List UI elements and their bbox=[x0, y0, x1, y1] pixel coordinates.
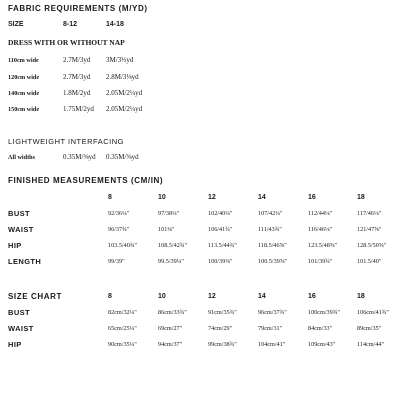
finished-value: 92/36¼" bbox=[108, 210, 130, 217]
chart-size-16: 16 bbox=[308, 293, 316, 300]
interfacing-value-b: 0.35M/⅜yd bbox=[106, 153, 139, 161]
fabric-row-value-b: 2.8M/3⅛yd bbox=[106, 73, 139, 81]
finished-size-8: 8 bbox=[108, 194, 112, 201]
size-chart-value: 109cm/43" bbox=[308, 341, 336, 348]
finished-row-label: WAIST bbox=[8, 225, 34, 234]
size-chart-value: 104cm/41" bbox=[258, 341, 286, 348]
chart-size-8: 8 bbox=[108, 293, 112, 300]
finished-value: 101⅜" bbox=[158, 226, 175, 233]
finished-value: 101.5/40" bbox=[357, 258, 382, 265]
fabric-requirements-title: FABRIC REQUIREMENTS (M/YD) bbox=[8, 4, 148, 13]
fabric-row-value-b: 2.05M/2¼yd bbox=[106, 89, 143, 97]
size-chart-value: 84cm/33" bbox=[308, 325, 333, 332]
fabric-col-14-18: 14-18 bbox=[106, 21, 124, 28]
size-chart-row-label: HIP bbox=[8, 340, 22, 349]
interfacing-value-a: 0.35M/⅜yd bbox=[63, 153, 96, 161]
fabric-row-label: 140cm wide bbox=[8, 90, 40, 97]
chart-size-18: 18 bbox=[357, 293, 365, 300]
finished-value: 116/46⅛" bbox=[308, 226, 333, 233]
finished-value: 112/44⅛" bbox=[308, 210, 333, 217]
finished-value: 100/39⅜" bbox=[208, 258, 233, 265]
size-label: SIZE bbox=[8, 21, 24, 28]
chart-size-12: 12 bbox=[208, 293, 216, 300]
size-chart-value: 90cm/35¼" bbox=[108, 341, 137, 348]
finished-value: 99/39" bbox=[108, 258, 125, 265]
finished-size-10: 10 bbox=[158, 194, 166, 201]
finished-row-label: HIP bbox=[8, 241, 22, 250]
finished-row-label: LENGTH bbox=[8, 257, 42, 266]
size-chart-title: SIZE CHART bbox=[8, 292, 62, 301]
fabric-row-value-a: 1.75M/2yd bbox=[63, 105, 94, 113]
size-chart-value: 65cm/25¼" bbox=[108, 325, 137, 332]
finished-value: 101/39¾" bbox=[308, 258, 333, 265]
finished-value: 102/40¼" bbox=[208, 210, 233, 217]
chart-size-14: 14 bbox=[258, 293, 266, 300]
size-chart-value: 89cm/35" bbox=[357, 325, 382, 332]
finished-size-16: 16 bbox=[308, 194, 316, 201]
finished-size-12: 12 bbox=[208, 194, 216, 201]
interfacing-title: LIGHTWEIGHT INTERFACING bbox=[8, 137, 124, 146]
size-chart-value: 69cm/27" bbox=[158, 325, 183, 332]
finished-value: 128.5/50⅝" bbox=[357, 242, 386, 249]
size-chart-row-label: BUST bbox=[8, 308, 31, 317]
finished-value: 123.5/48⅝" bbox=[308, 242, 337, 249]
finished-value: 117/46⅛" bbox=[357, 210, 382, 217]
finished-value: 113.5/44¾" bbox=[208, 242, 237, 249]
finished-value: 97/38¼" bbox=[158, 210, 180, 217]
finished-value: 111/43¾" bbox=[258, 226, 282, 233]
size-chart-value: 79cm/31" bbox=[258, 325, 283, 332]
finished-value: 100.5/39⅝" bbox=[258, 258, 287, 265]
finished-value: 106/41¾" bbox=[208, 226, 233, 233]
finished-value: 99.5/39¼" bbox=[158, 258, 184, 265]
fabric-col-8-12: 8-12 bbox=[63, 21, 78, 28]
size-chart-value: 96cm/37¾" bbox=[258, 309, 287, 316]
finished-value: 118.5/46⅝" bbox=[258, 242, 287, 249]
finished-value: 103.5/40¾" bbox=[108, 242, 137, 249]
fabric-row-value-b: 3M/3⅓yd bbox=[106, 56, 134, 64]
finished-value: 107/42¼" bbox=[258, 210, 283, 217]
finished-size-14: 14 bbox=[258, 194, 266, 201]
finished-size-18: 18 bbox=[357, 194, 365, 201]
size-chart-row-label: WAIST bbox=[8, 324, 34, 333]
chart-size-10: 10 bbox=[158, 293, 166, 300]
finished-value: 96/37¾" bbox=[108, 226, 130, 233]
size-chart-value: 86cm/33¾" bbox=[158, 309, 187, 316]
fabric-row-label: 150cm wide bbox=[8, 106, 40, 113]
size-chart-value: 100cm/39¾" bbox=[308, 309, 340, 316]
fabric-row-label: 120cm wide bbox=[8, 74, 40, 81]
size-chart-value: 99cm/38¾" bbox=[208, 341, 237, 348]
fabric-row-label: 110cm wide bbox=[8, 57, 39, 64]
fabric-row-value-a: 1.8M/2yd bbox=[63, 89, 91, 97]
fabric-row-value-b: 2.05M/2¼yd bbox=[106, 105, 143, 113]
finished-value: 108.5/42¾" bbox=[158, 242, 187, 249]
size-chart-value: 74cm/29" bbox=[208, 325, 233, 332]
finished-value: 121/47⅝" bbox=[357, 226, 382, 233]
finished-row-label: BUST bbox=[8, 209, 31, 218]
interfacing-label: All widths bbox=[8, 154, 35, 161]
fabric-row-value-a: 2.7M/3yd bbox=[63, 56, 91, 64]
size-chart-value: 91cm/35¾" bbox=[208, 309, 237, 316]
size-chart-value: 114cm/44" bbox=[357, 341, 385, 348]
finished-measurements-title: FINISHED MEASUREMENTS (CM/IN) bbox=[8, 176, 164, 185]
size-chart-value: 82cm/32¼" bbox=[108, 309, 137, 316]
dress-nap-subhead: DRESS WITH OR WITHOUT NAP bbox=[8, 38, 125, 47]
size-chart-value: 106cm/41¾" bbox=[357, 309, 389, 316]
fabric-row-value-a: 2.7M/3yd bbox=[63, 73, 91, 81]
size-chart-value: 94cm/37" bbox=[158, 341, 183, 348]
